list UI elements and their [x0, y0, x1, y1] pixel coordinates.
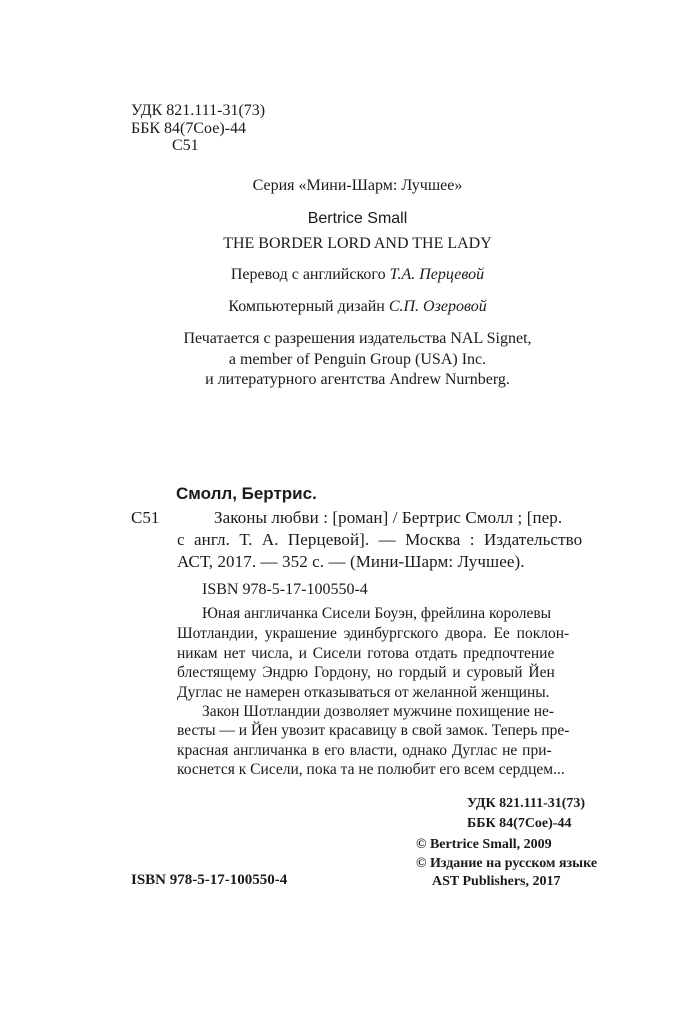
annotation-line: блестящему Эндрю Гордону, но гордый и суровый Йен: [177, 664, 555, 681]
original-author: Bertrice Small: [307, 210, 408, 227]
annotation-line: Закон Шотландии дозволяет мужчине похищение не-: [202, 703, 555, 720]
annotation-line: Дуглас не намерен отказываться от желанной женщины.: [177, 684, 550, 701]
annotation-line: Шотландии, украшение эдинбургского двора. Ее поклон-: [177, 625, 570, 642]
annotation-line: Юная англичанка Сисели Боуэн, фрейлина королевы: [202, 605, 552, 622]
permission-line-2: a member of Penguin Group (USA) Inc.: [228, 351, 487, 368]
permission-line-1: Печатается с разрешения издательства NAL Signet,: [183, 330, 532, 347]
catalog-mark: С51: [131, 508, 160, 527]
catalog-isbn: ISBN 978-5-17-100550-4: [202, 581, 368, 598]
translation-credit: [0, 266, 691, 284]
udk-code: УДК 821.111-31(73): [131, 102, 266, 119]
isbn-bottom: ISBN 978-5-17-100550-4: [131, 872, 288, 888]
translation-prefix: Перевод с английского: [230, 266, 390, 283]
catalog-heading: Смолл, Бертрис.: [176, 484, 317, 503]
footer-udk: УДК 821.111-31(73): [467, 796, 586, 811]
translator-name: Т.А. Перцевой: [389, 266, 485, 283]
designer-name: С.П. Озеровой: [388, 298, 487, 315]
catalog-line-3: АСТ, 2017. — 352 с. — (Мини-Шарм: Лучшее).: [177, 552, 525, 571]
series-title: Серия «Мини-Шарм: Лучшее»: [252, 177, 463, 194]
design-prefix: Компьютерный дизайн: [228, 298, 389, 315]
bbk-code: ББК 84(7Сое)-44: [131, 120, 246, 137]
copyright-edition: © Издание на русском языке: [416, 856, 598, 871]
annotation-line: весты — и Йен увозит красавицу в свой замок. Теперь пре-: [177, 722, 570, 739]
catalog-line-1: Законы любви : [роман] / Бертрис Смолл ; [пер.: [214, 508, 563, 527]
annotation-line: красная англичанка в его власти, однако Дуглас не при-: [177, 742, 552, 759]
original-title: THE BORDER LORD AND THE LADY: [223, 235, 492, 252]
catalog-line-2: с англ. Т. А. Перцевой]. — Москва : Издательство: [177, 530, 583, 549]
permission-line-3: и литературного агентства Andrew Nurnberg.: [205, 371, 510, 388]
copyright-publisher: AST Publishers, 2017: [432, 874, 561, 889]
annotation-line: коснется к Сисели, пока та не полюбит его всем сердцем...: [177, 761, 565, 778]
annotation-line: никам нет числа, и Сисели готова отдать предпочтение: [177, 645, 555, 662]
copyright-author: © Bertrice Small, 2009: [416, 837, 552, 852]
author-mark: С51: [172, 137, 199, 154]
design-credit: [0, 298, 691, 316]
footer-bbk: ББК 84(7Сое)-44: [467, 816, 572, 831]
